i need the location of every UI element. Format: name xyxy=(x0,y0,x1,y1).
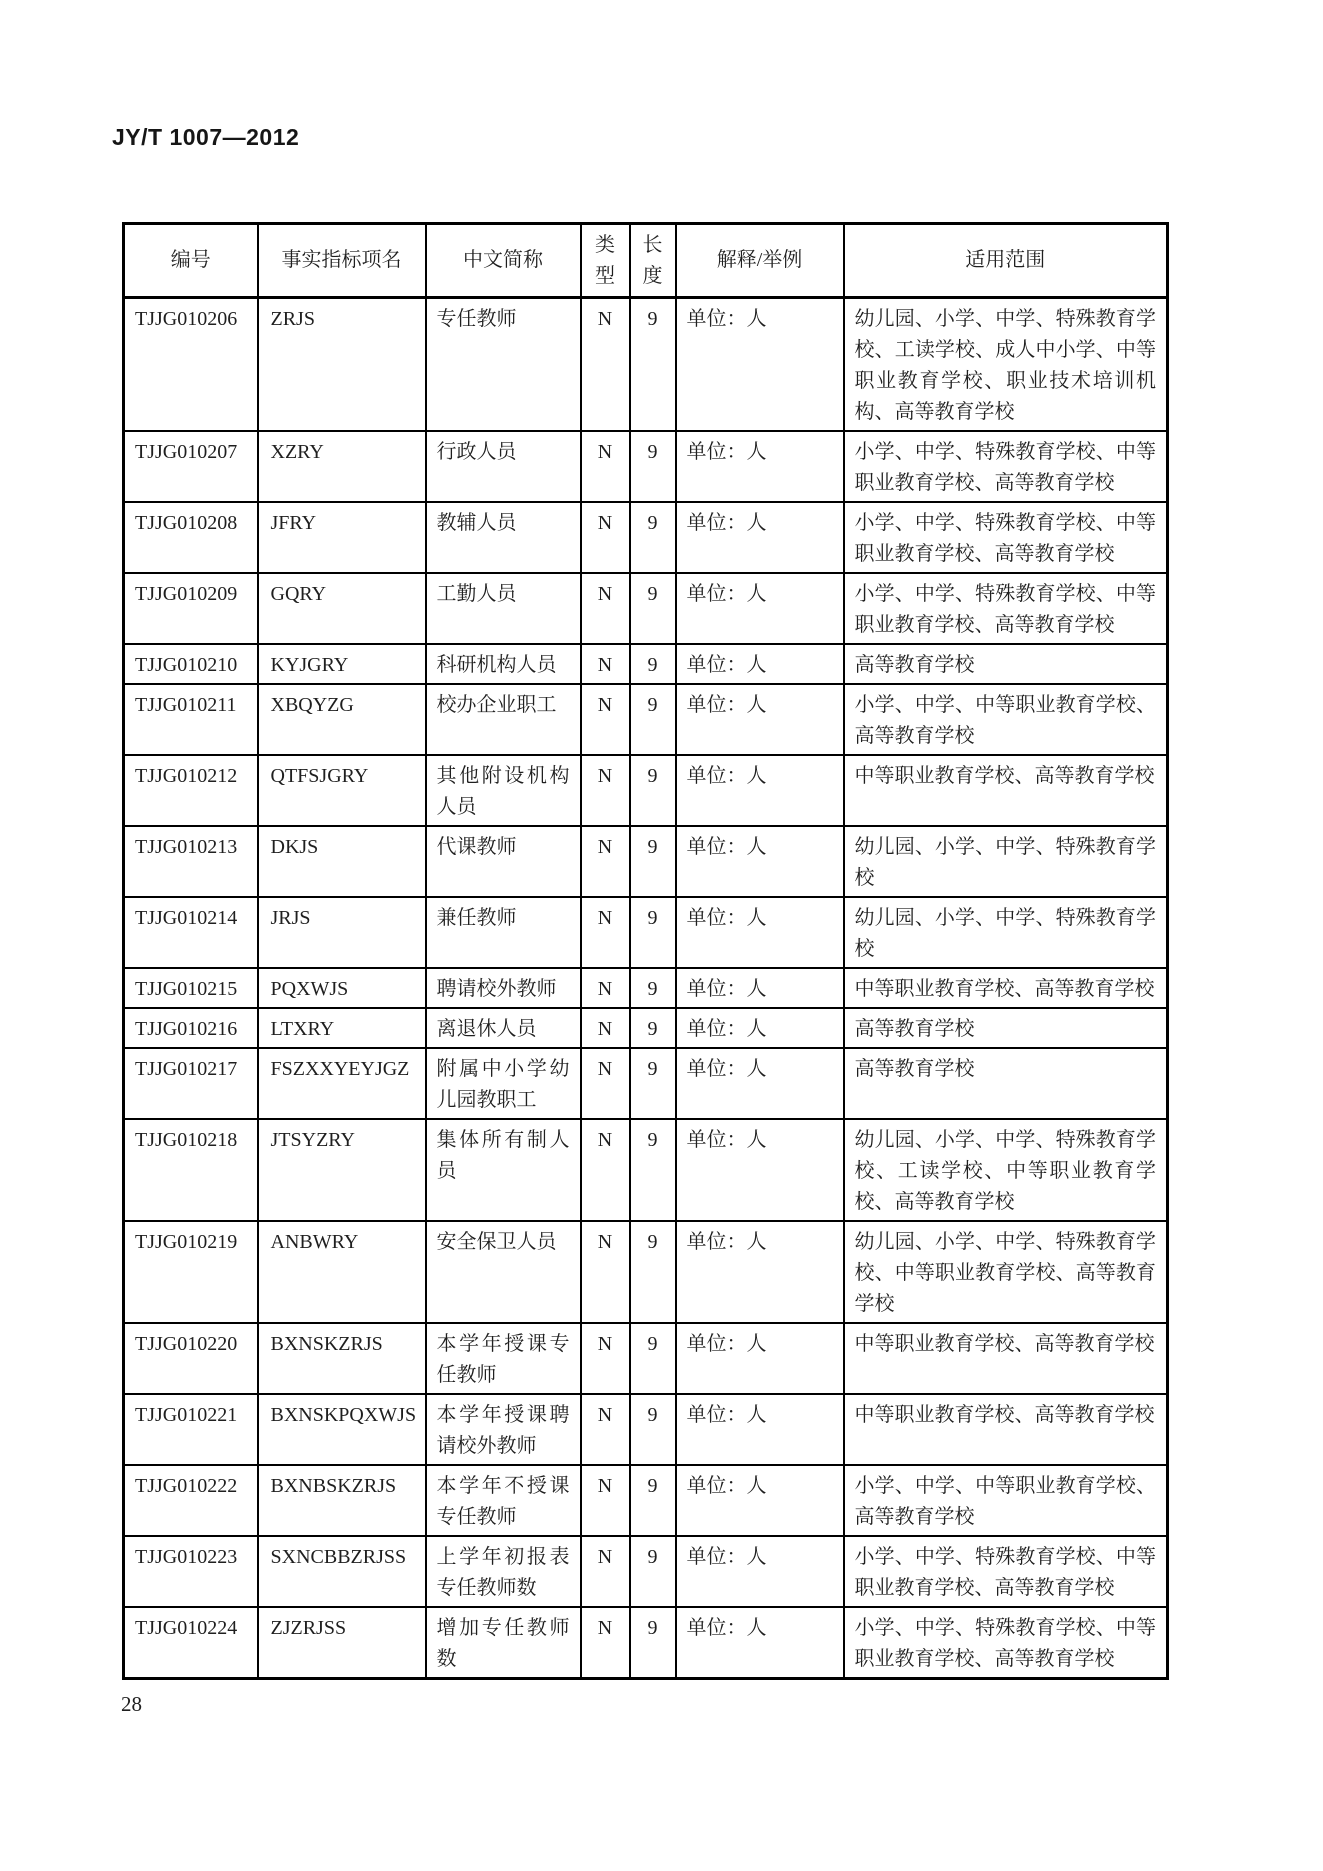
indicator-name-cell: 本学年授课聘请校外教师 xyxy=(426,1394,581,1465)
indicator-explain-cell: 单位：人 xyxy=(676,968,844,1008)
indicator-length-cell: 9 xyxy=(630,1394,676,1465)
indicator-explain-cell: 单位：人 xyxy=(676,1323,844,1394)
indicator-table xyxy=(122,222,1169,1680)
indicator-scope-cell: 中等职业教育学校、高等教育学校 xyxy=(844,755,1168,826)
indicator-scope-cell: 中等职业教育学校、高等教育学校 xyxy=(844,1323,1168,1394)
indicator-id-cell: TJJG010210 xyxy=(124,644,258,684)
indicator-explain-cell: 单位：人 xyxy=(676,431,844,502)
indicator-scope-cell: 幼儿园、小学、中学、特殊教育学校、中等职业教育学校、高等教育学校 xyxy=(844,1221,1168,1323)
indicator-name-cell: 集体所有制人员 xyxy=(426,1119,581,1221)
header-id: 编号 xyxy=(124,224,258,298)
indicator-scope-cell: 幼儿园、小学、中学、特殊教育学校 xyxy=(844,897,1168,968)
indicator-id-cell: TJJG010212 xyxy=(124,755,258,826)
indicator-id-cell: TJJG010208 xyxy=(124,502,258,573)
indicator-type-cell: N xyxy=(581,1008,630,1048)
indicator-type-cell: N xyxy=(581,684,630,755)
indicator-scope-cell: 小学、中学、特殊教育学校、中等职业教育学校、高等教育学校 xyxy=(844,1536,1168,1607)
indicator-length-cell: 9 xyxy=(630,502,676,573)
indicator-length-cell: 9 xyxy=(630,1536,676,1607)
table-row xyxy=(124,1119,1168,1221)
table-row xyxy=(124,431,1168,502)
indicator-type-cell: N xyxy=(581,1465,630,1536)
indicator-type-cell: N xyxy=(581,1119,630,1221)
table-body xyxy=(124,298,1168,1679)
indicator-length-cell: 9 xyxy=(630,968,676,1008)
table-row xyxy=(124,826,1168,897)
indicator-name-cell: 附属中小学幼儿园教职工 xyxy=(426,1048,581,1119)
indicator-id-cell: TJJG010213 xyxy=(124,826,258,897)
indicator-explain-cell: 单位：人 xyxy=(676,573,844,644)
indicator-explain-cell: 单位：人 xyxy=(676,502,844,573)
indicator-id-cell: TJJG010215 xyxy=(124,968,258,1008)
indicator-type-cell: N xyxy=(581,826,630,897)
table-row xyxy=(124,1048,1168,1119)
indicator-code-cell: LTXRY xyxy=(258,1008,426,1048)
table-row xyxy=(124,968,1168,1008)
table-row xyxy=(124,1221,1168,1323)
indicator-name-cell: 增加专任教师数 xyxy=(426,1607,581,1679)
indicator-scope-cell: 中等职业教育学校、高等教育学校 xyxy=(844,1394,1168,1465)
header-type: 类型 xyxy=(581,224,630,298)
indicator-scope-cell: 高等教育学校 xyxy=(844,1048,1168,1119)
indicator-explain-cell: 单位：人 xyxy=(676,1048,844,1119)
indicator-length-cell: 9 xyxy=(630,1607,676,1679)
indicator-length-cell: 9 xyxy=(630,1119,676,1221)
table-header-row xyxy=(124,224,1168,298)
indicator-type-cell: N xyxy=(581,968,630,1008)
indicator-explain-cell: 单位：人 xyxy=(676,1008,844,1048)
indicator-length-cell: 9 xyxy=(630,1323,676,1394)
indicator-name-cell: 代课教师 xyxy=(426,826,581,897)
indicator-type-cell: N xyxy=(581,644,630,684)
indicator-scope-cell: 小学、中学、特殊教育学校、中等职业教育学校、高等教育学校 xyxy=(844,502,1168,573)
indicator-type-cell: N xyxy=(581,755,630,826)
indicator-scope-cell: 小学、中学、中等职业教育学校、高等教育学校 xyxy=(844,684,1168,755)
table-row xyxy=(124,1465,1168,1536)
indicator-name-cell: 专任教师 xyxy=(426,298,581,432)
indicator-id-cell: TJJG010211 xyxy=(124,684,258,755)
indicator-name-cell: 上学年初报表专任教师数 xyxy=(426,1536,581,1607)
indicator-code-cell: KYJGRY xyxy=(258,644,426,684)
indicator-length-cell: 9 xyxy=(630,644,676,684)
indicator-name-cell: 教辅人员 xyxy=(426,502,581,573)
indicator-id-cell: TJJG010214 xyxy=(124,897,258,968)
indicator-id-cell: TJJG010207 xyxy=(124,431,258,502)
table-row xyxy=(124,1394,1168,1465)
indicator-code-cell: QTFSJGRY xyxy=(258,755,426,826)
indicator-type-cell: N xyxy=(581,1536,630,1607)
indicator-code-cell: ANBWRY xyxy=(258,1221,426,1323)
indicator-explain-cell: 单位：人 xyxy=(676,826,844,897)
table-row xyxy=(124,502,1168,573)
indicator-code-cell: BXNSKZRJS xyxy=(258,1323,426,1394)
indicator-explain-cell: 单位：人 xyxy=(676,1394,844,1465)
indicator-explain-cell: 单位：人 xyxy=(676,684,844,755)
indicator-length-cell: 9 xyxy=(630,755,676,826)
indicator-name-cell: 本学年授课专任教师 xyxy=(426,1323,581,1394)
indicator-id-cell: TJJG010209 xyxy=(124,573,258,644)
indicator-length-cell: 9 xyxy=(630,684,676,755)
indicator-type-cell: N xyxy=(581,573,630,644)
indicator-name-cell: 本学年不授课专任教师 xyxy=(426,1465,581,1536)
indicator-code-cell: XBQYZG xyxy=(258,684,426,755)
indicator-explain-cell: 单位：人 xyxy=(676,1119,844,1221)
indicator-code-cell: JFRY xyxy=(258,502,426,573)
indicator-type-cell: N xyxy=(581,1323,630,1394)
indicator-length-cell: 9 xyxy=(630,573,676,644)
table-row xyxy=(124,897,1168,968)
indicator-length-cell: 9 xyxy=(630,826,676,897)
indicator-name-cell: 行政人员 xyxy=(426,431,581,502)
indicator-id-cell: TJJG010222 xyxy=(124,1465,258,1536)
indicator-id-cell: TJJG010220 xyxy=(124,1323,258,1394)
indicator-id-cell: TJJG010223 xyxy=(124,1536,258,1607)
indicator-scope-cell: 高等教育学校 xyxy=(844,644,1168,684)
indicator-length-cell: 9 xyxy=(630,431,676,502)
indicator-id-cell: TJJG010216 xyxy=(124,1008,258,1048)
header-name: 中文简称 xyxy=(426,224,581,298)
table-row xyxy=(124,1536,1168,1607)
table-row xyxy=(124,573,1168,644)
indicator-scope-cell: 小学、中学、特殊教育学校、中等职业教育学校、高等教育学校 xyxy=(844,1607,1168,1679)
standard-number: JY/T 1007—2012 xyxy=(112,124,300,150)
indicator-type-cell: N xyxy=(581,298,630,432)
indicator-name-cell: 离退休人员 xyxy=(426,1008,581,1048)
header-length: 长度 xyxy=(630,224,676,298)
indicator-id-cell: TJJG010224 xyxy=(124,1607,258,1679)
indicator-name-cell: 科研机构人员 xyxy=(426,644,581,684)
indicator-code-cell: BXNBSKZRJS xyxy=(258,1465,426,1536)
table-header xyxy=(124,224,1168,298)
indicator-code-cell: XZRY xyxy=(258,431,426,502)
indicator-scope-cell: 幼儿园、小学、中学、特殊教育学校 xyxy=(844,826,1168,897)
indicator-code-cell: ZJZRJSS xyxy=(258,1607,426,1679)
header-code: 事实指标项名 xyxy=(258,224,426,298)
indicator-code-cell: BXNSKPQXWJS xyxy=(258,1394,426,1465)
table-row xyxy=(124,1607,1168,1679)
indicator-scope-cell: 幼儿园、小学、中学、特殊教育学校、工读学校、中等职业教育学校、高等教育学校 xyxy=(844,1119,1168,1221)
indicator-length-cell: 9 xyxy=(630,298,676,432)
indicator-name-cell: 校办企业职工 xyxy=(426,684,581,755)
indicator-code-cell: DKJS xyxy=(258,826,426,897)
indicator-id-cell: TJJG010217 xyxy=(124,1048,258,1119)
indicator-length-cell: 9 xyxy=(630,1465,676,1536)
table-row xyxy=(124,644,1168,684)
indicator-length-cell: 9 xyxy=(630,1008,676,1048)
table-row xyxy=(124,755,1168,826)
indicator-scope-cell: 高等教育学校 xyxy=(844,1008,1168,1048)
indicator-name-cell: 聘请校外教师 xyxy=(426,968,581,1008)
indicator-code-cell: ZRJS xyxy=(258,298,426,432)
indicator-scope-cell: 小学、中学、中等职业教育学校、高等教育学校 xyxy=(844,1465,1168,1536)
indicator-id-cell: TJJG010219 xyxy=(124,1221,258,1323)
indicator-code-cell: PQXWJS xyxy=(258,968,426,1008)
indicator-length-cell: 9 xyxy=(630,1221,676,1323)
indicator-explain-cell: 单位：人 xyxy=(676,1536,844,1607)
indicator-code-cell: SXNCBBZRJSS xyxy=(258,1536,426,1607)
header-explain: 解释/举例 xyxy=(676,224,844,298)
indicator-type-cell: N xyxy=(581,431,630,502)
indicator-type-cell: N xyxy=(581,1394,630,1465)
indicator-type-cell: N xyxy=(581,897,630,968)
indicator-id-cell: TJJG010206 xyxy=(124,298,258,432)
indicator-explain-cell: 单位：人 xyxy=(676,1607,844,1679)
table-row xyxy=(124,684,1168,755)
indicator-scope-cell: 中等职业教育学校、高等教育学校 xyxy=(844,968,1168,1008)
indicator-code-cell: GQRY xyxy=(258,573,426,644)
indicator-code-cell: FSZXXYEYJGZ xyxy=(258,1048,426,1119)
indicator-length-cell: 9 xyxy=(630,897,676,968)
indicator-code-cell: JTSYZRY xyxy=(258,1119,426,1221)
table-row xyxy=(124,298,1168,432)
indicator-length-cell: 9 xyxy=(630,1048,676,1119)
indicator-explain-cell: 单位：人 xyxy=(676,755,844,826)
table-row xyxy=(124,1323,1168,1394)
indicator-name-cell: 工勤人员 xyxy=(426,573,581,644)
indicator-name-cell: 其他附设机构人员 xyxy=(426,755,581,826)
indicator-type-cell: N xyxy=(581,1048,630,1119)
indicator-explain-cell: 单位：人 xyxy=(676,1465,844,1536)
indicator-type-cell: N xyxy=(581,1221,630,1323)
indicator-code-cell: JRJS xyxy=(258,897,426,968)
indicator-name-cell: 安全保卫人员 xyxy=(426,1221,581,1323)
indicator-scope-cell: 幼儿园、小学、中学、特殊教育学校、工读学校、成人中小学、中等职业教育学校、职业技术培训机构、高等教育学校 xyxy=(844,298,1168,432)
indicator-type-cell: N xyxy=(581,502,630,573)
indicator-name-cell: 兼任教师 xyxy=(426,897,581,968)
indicator-explain-cell: 单位：人 xyxy=(676,644,844,684)
table-row xyxy=(124,1008,1168,1048)
indicator-explain-cell: 单位：人 xyxy=(676,1221,844,1323)
page-number: 28 xyxy=(121,1692,142,1716)
header-scope: 适用范围 xyxy=(844,224,1168,298)
indicator-type-cell: N xyxy=(581,1607,630,1679)
indicator-scope-cell: 小学、中学、特殊教育学校、中等职业教育学校、高等教育学校 xyxy=(844,573,1168,644)
indicator-id-cell: TJJG010218 xyxy=(124,1119,258,1221)
indicator-explain-cell: 单位：人 xyxy=(676,897,844,968)
indicator-explain-cell: 单位：人 xyxy=(676,298,844,432)
indicator-scope-cell: 小学、中学、特殊教育学校、中等职业教育学校、高等教育学校 xyxy=(844,431,1168,502)
indicator-id-cell: TJJG010221 xyxy=(124,1394,258,1465)
